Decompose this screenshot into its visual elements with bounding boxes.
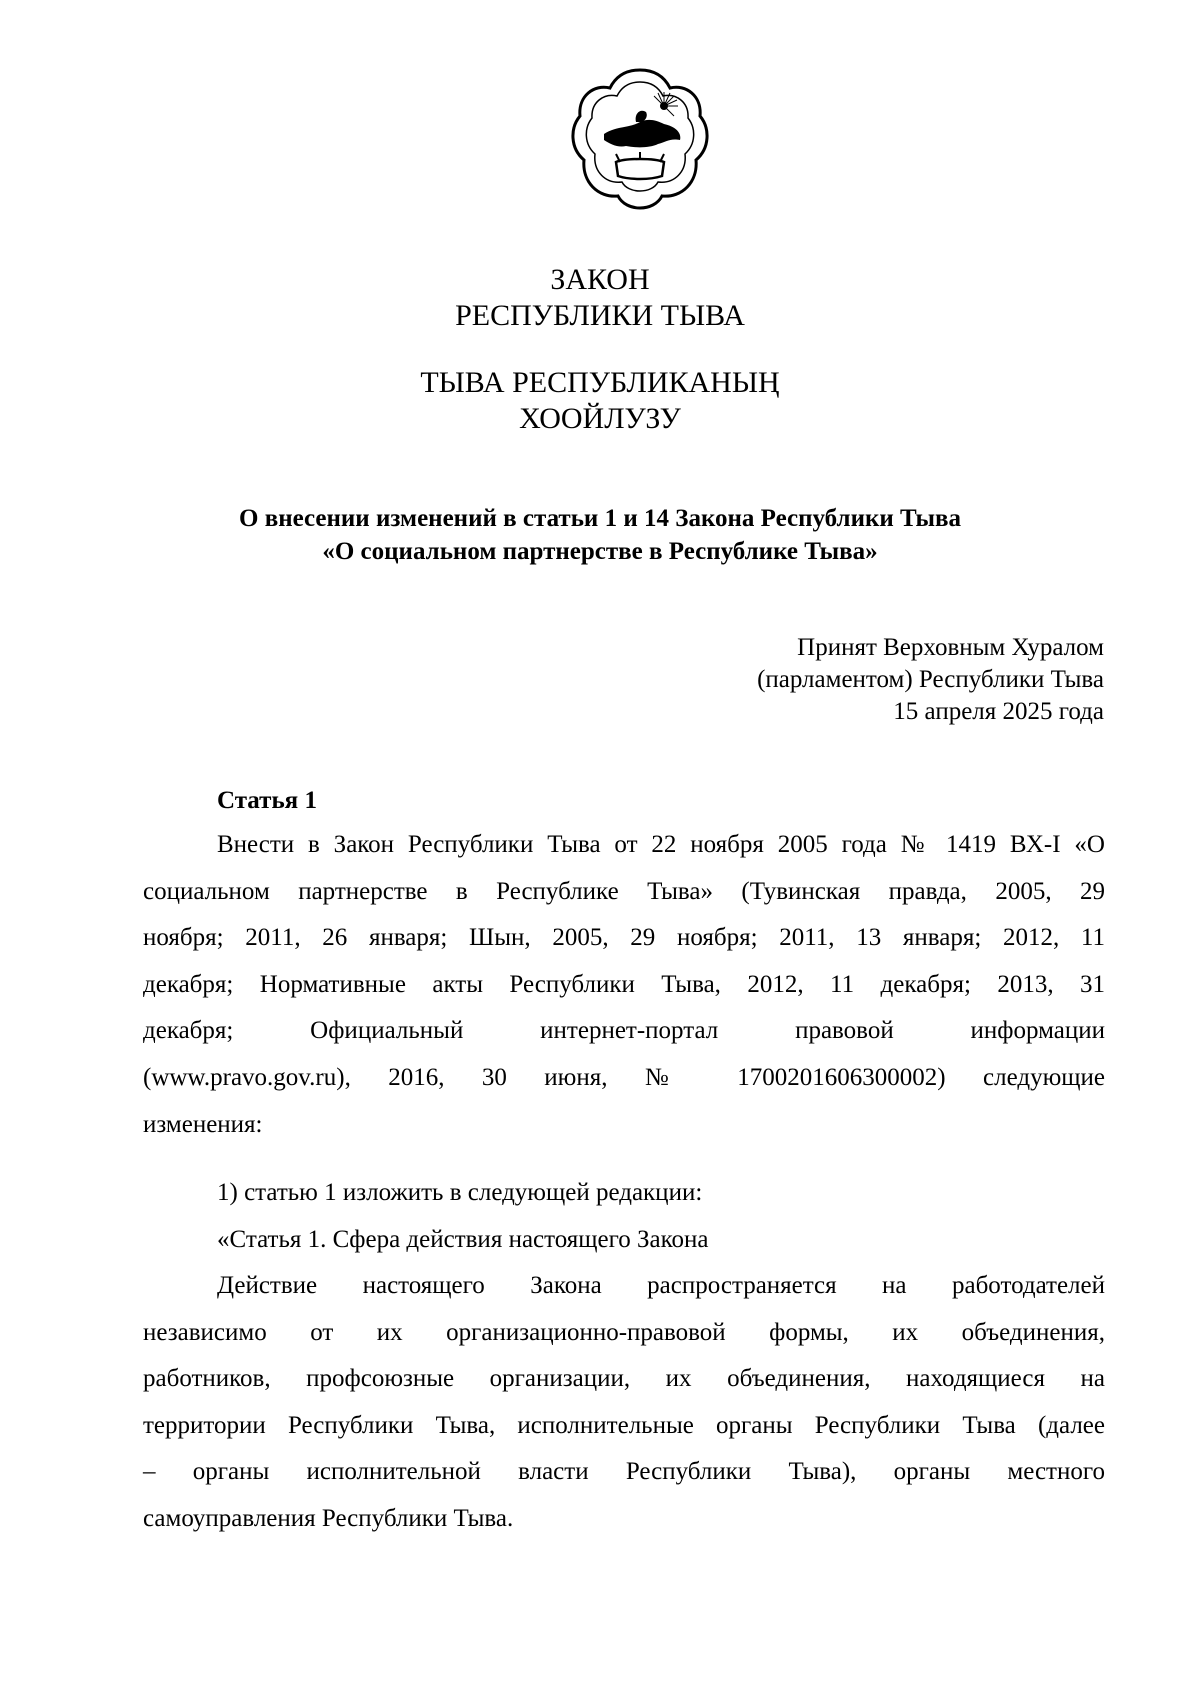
scope-line: территории Республики Тыва, исполнительные органы Республики Тыва (далее bbox=[143, 1411, 1105, 1439]
tyva-coat-of-arms-icon bbox=[570, 66, 710, 218]
intro-line: Внести в Закон Республики Тыва от 22 ноября 2005 года № 1419 ВХ-I «О bbox=[217, 831, 1105, 858]
title-ru bbox=[0, 262, 1200, 334]
title-tyv-line-1: ТЫВА РЕСПУБЛИКАНЫҢ bbox=[420, 366, 780, 399]
title-tyv bbox=[0, 365, 1200, 437]
scope-line: – органы исполнительной власти Республики Тыва), органы местного bbox=[143, 1458, 1105, 1486]
law-subject-line-1: О внесении изменений в статьи 1 и 14 Закона Республики Тыва bbox=[239, 505, 961, 532]
article-1-heading: Статья 1 bbox=[217, 787, 317, 814]
quoted-article-heading: «Статья 1. Сфера действия настоящего Закона bbox=[217, 1226, 709, 1253]
intro-line: декабря; Официальный интернет-портал правовой информации bbox=[143, 1017, 1105, 1045]
title-ru-line-2: РЕСПУБЛИКИ ТЫВА bbox=[455, 299, 745, 332]
intro-line: (www.pravo.gov.ru), 2016, 30 июня, № 1700201606300002) следующие bbox=[143, 1063, 1105, 1091]
scope-line: независимо от их организационно-правовой формы, их объединения, bbox=[143, 1318, 1105, 1346]
scope-line: работников, профсоюзные организации, их объединения, находящиеся на bbox=[143, 1365, 1105, 1393]
scope-line: Действие настоящего Закона распространяется на работодателей bbox=[217, 1272, 1105, 1299]
item-1: 1) статью 1 изложить в следующей редакции: bbox=[217, 1179, 703, 1206]
scope-paragraph bbox=[143, 1263, 1105, 1543]
title-tyv-line-2: ХООЙЛУЗУ bbox=[519, 402, 681, 435]
adoption-date: 15 апреля 2025 года bbox=[893, 698, 1104, 725]
adoption-line-1: Принят Верховным Хуралом bbox=[797, 634, 1104, 661]
article-1-intro bbox=[143, 822, 1105, 1148]
law-subject bbox=[0, 502, 1200, 568]
adoption-note bbox=[757, 632, 1104, 728]
intro-line: социальном партнерстве в Республике Тыва» (Тувинская правда, 2005, 29 bbox=[143, 877, 1105, 905]
title-ru-line-1: ЗАКОН bbox=[550, 263, 650, 296]
intro-line: изменения: bbox=[143, 1110, 263, 1138]
intro-line: декабря; Нормативные акты Республики Тыва, 2012, 11 декабря; 2013, 31 bbox=[143, 970, 1105, 998]
scope-line: самоуправления Республики Тыва. bbox=[143, 1504, 514, 1532]
law-subject-line-2: «О социальном партнерстве в Республике Тыва» bbox=[322, 538, 878, 565]
adoption-line-2: (парламентом) Республики Тыва bbox=[757, 666, 1104, 693]
intro-line: ноября; 2011, 26 января; Шын, 2005, 29 ноября; 2011, 13 января; 2012, 11 bbox=[143, 924, 1105, 952]
